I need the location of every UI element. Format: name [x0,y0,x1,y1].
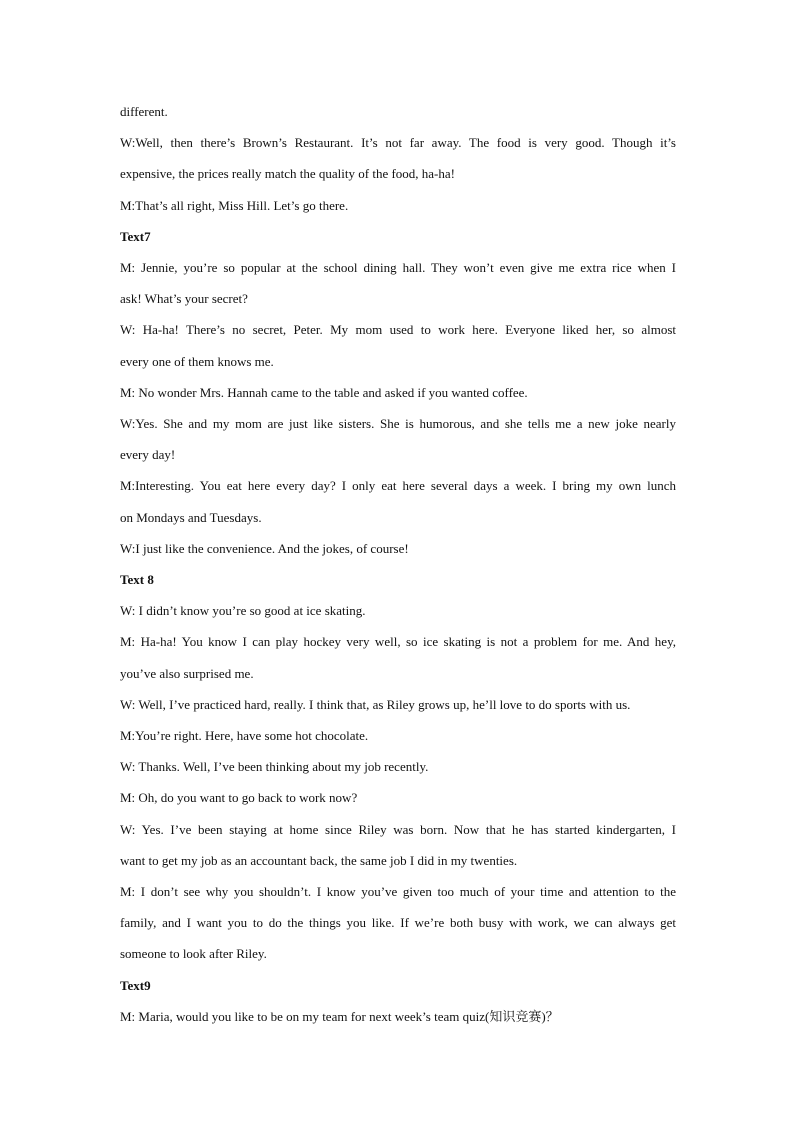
dialogue-line: M: Ha-ha! You know I can play hockey very well, so ice skating is not a problem for me. And hey, [120,634,676,650]
dialogue-line: M: Oh, do you want to go back to work now? [120,790,358,806]
dialogue-line: W: I didn’t know you’re so good at ice skating. [120,603,366,619]
dialogue-line: M: No wonder Mrs. Hannah came to the table and asked if you wanted coffee. [120,384,528,400]
dialogue-line: M: Jennie, you’re so popular at the school dining hall. They won’t even give me extra rice when I [120,260,676,275]
dialogue-line: ask! What’s your secret? [120,291,248,307]
dialogue-line: M:That’s all right, Miss Hill. Let’s go there. [120,197,349,213]
dialogue-line: W:I just like the convenience. And the jokes, of course! [120,540,409,556]
dialogue-line: family, and I want you to do the things you like. If we’re both busy with work, we can always get [120,915,676,931]
dialogue-line: W:Well, then there’s Brown’s Restaurant. It’s not far away. The food is very good. Though it’s [120,135,676,151]
dialogue-line: W: Well, I’ve practiced hard, really. I think that, as Riley grows up, he’ll love to do sports with us. [120,696,631,712]
section-heading: Text 8 [120,572,154,587]
dialogue-line: M:You’re right. Here, have some hot chocolate. [120,728,369,743]
dialogue-line: M:Interesting. You eat here every day? I only eat here several days a week. I bring my own lunch [120,478,676,494]
dialogue-line: expensive, the prices really match the quality of the food, ha-ha! [120,166,455,182]
dialogue-line: W:Yes. She and my mom are just like sisters. She is humorous, and she tells me a new joke nearly [120,416,676,431]
dialogue-line: every one of them knows me. [120,353,274,369]
dialogue-line: W: Ha-ha! There’s no secret, Peter. My mom used to work here. Everyone liked her, so almost [120,322,676,338]
dialogue-line: W: Yes. I’ve been staying at home since Riley was born. Now that he has started kindergarten, I [120,821,676,837]
dialogue-line: M: I don’t see why you shouldn’t. I know you’ve given too much of your time and attention to the [120,884,676,899]
dialogue-line: different. [120,104,168,119]
dialogue-line: M: Maria, would you like to be on my team for next week’s team quiz(知识竞赛)？ [120,1008,559,1024]
dialogue-line: someone to look after Riley. [120,946,267,962]
dialogue-line: every day! [120,447,176,463]
dialogue-line: on Mondays and Tuesdays. [120,509,262,525]
dialogue-line: want to get my job as an accountant back, the same job I did in my twenties. [120,852,518,868]
section-heading: Text7 [120,228,151,244]
dialogue-line: W: Thanks. Well, I’ve been thinking about my job recently. [120,759,429,775]
dialogue-line: you’ve also surprised me. [120,665,254,681]
section-heading: Text9 [120,977,151,993]
